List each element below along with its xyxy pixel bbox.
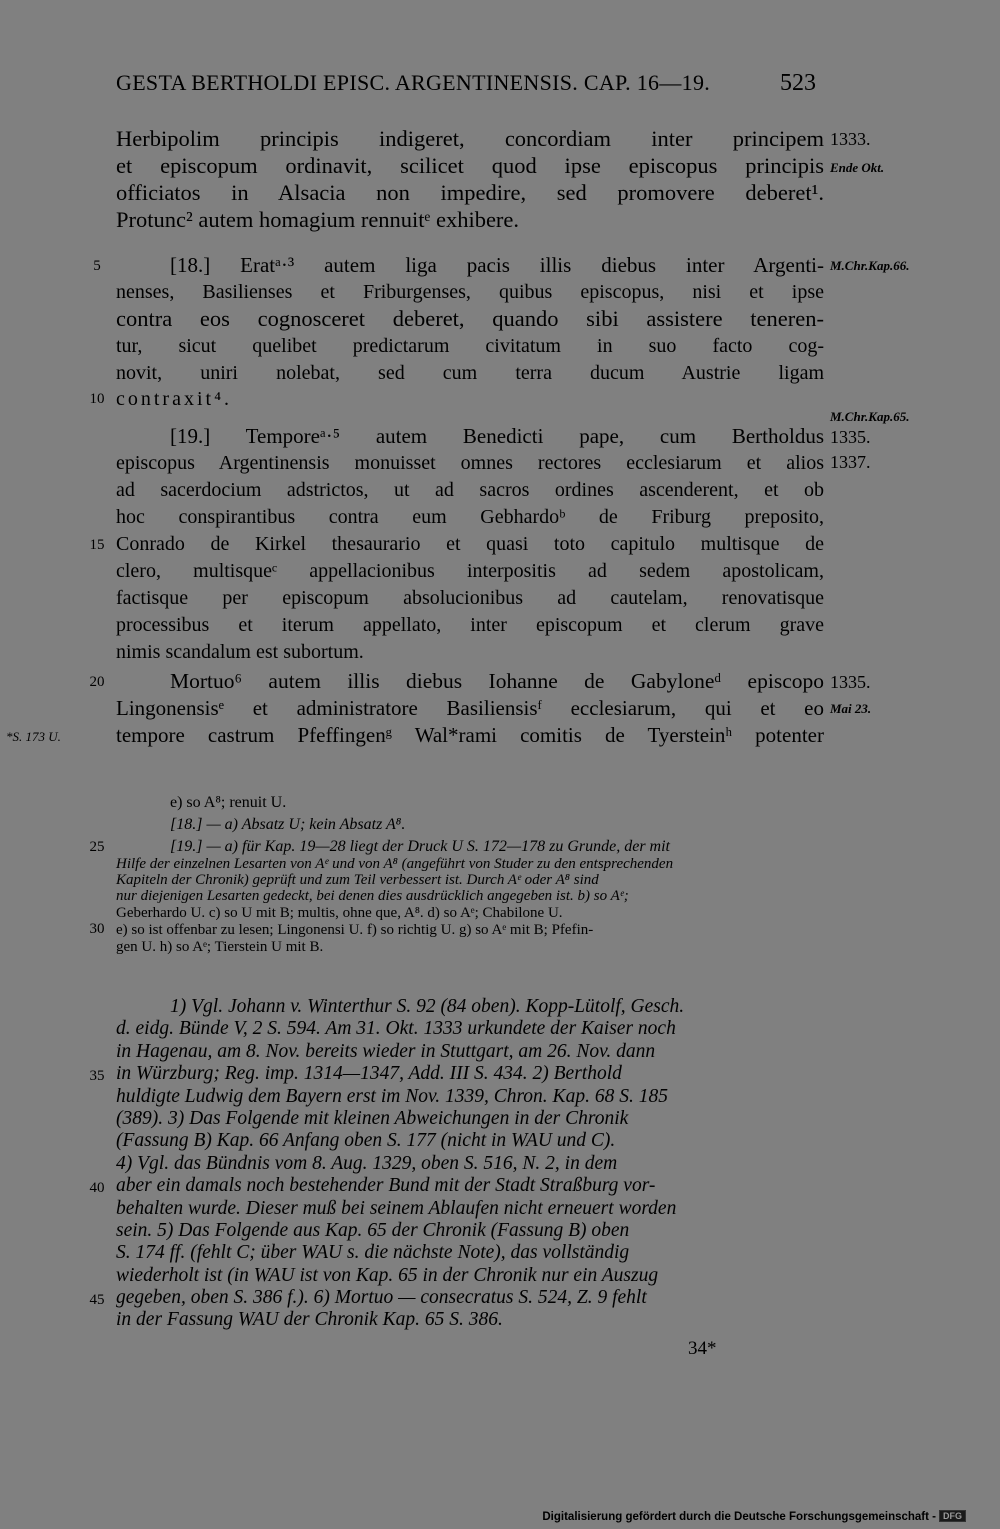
main-line-21: Lingonensisᵉ et administratore Basiliensisᶠ ecclesiarum, qui et eo (116, 696, 824, 720)
line-number-25: 25 (89, 839, 105, 855)
margin-year-1337: 1337. (830, 452, 871, 472)
apparatus-line-9: gen U. h) so Aᵉ; Tierstein U mit B. (116, 939, 324, 955)
main-line-3: officiatos in Alsacia non impedire, sed promovere deberet¹. (116, 180, 824, 205)
apparatus-line-4: Hilfe der einzelnen Lesarten von Aᵉ und von A⁸ (angeführt von Studer zu den entsprechenden (116, 856, 674, 872)
main-line-13: ad sacerdocium adstrictos, ut ad sacros ordines ascenderent, et ob (116, 479, 824, 501)
line-number-35: 35 (89, 1068, 105, 1084)
note-line-3: in Hagenau, am 8. Nov. bereits wieder in Stuttgart, am 26. Nov. dann (116, 1041, 656, 1062)
line-number-30: 30 (89, 921, 105, 937)
margin-year-1335-a: 1335. (830, 427, 871, 447)
margin-ref-kap66: M.Chr.Kap.66. (830, 258, 910, 273)
note-line-13: wiederholt ist (in WAU ist von Kap. 65 in der Chronik nur ein Auszug (116, 1265, 659, 1286)
line-number-10: 10 (89, 391, 105, 407)
main-line-1: Herbipolim principis indigeret, concordiam inter principem (116, 126, 824, 151)
main-line-22: tempore castrum Pfeffingenᵍ Wal*rami comitis de Tyersteinʰ potenter (116, 723, 824, 747)
main-line-14: hoc conspirantibus contra eum Gebhardoᵇ de Friburg preposito, (116, 506, 824, 528)
margin-year-1335-b: 1335. (830, 672, 871, 692)
page-number: 523 (780, 70, 816, 96)
margin-date-mai-23: Mai 23. (830, 701, 872, 716)
main-line-18: processibus et iterum appellato, inter episcopum et clerum grave (116, 614, 824, 636)
apparatus-line-6: nur diejenigen Lesarten gedeckt, bei denen dies ausdrücklich angegeben ist. b) so Aᵉ; (116, 888, 629, 904)
line-number-15: 15 (89, 537, 105, 553)
main-line-2: et episcopum ordinavit, scilicet quod ipse episcopus principis (116, 153, 824, 178)
main-line-4: Protunc² autem homagium rennuitᵉ exhibere. (116, 207, 520, 232)
main-line-6: nenses, Basilienses et Friburgenses, quibus episcopus, nisi et ipse (116, 281, 824, 303)
note-line-5: huldigte Ludwig dem Bayern erst im Nov. 1339, Chron. Kap. 68 S. 185 (116, 1086, 668, 1107)
digitization-footer (542, 1510, 966, 1523)
line-number-20: 20 (89, 674, 105, 690)
signature-mark: 34* (688, 1338, 717, 1359)
margin-year-1333: 1333. (830, 129, 871, 149)
line-number-45: 45 (89, 1292, 105, 1308)
main-line-8: tur, sicut quelibet predictarum civitatum in suo facto cog- (116, 335, 824, 357)
main-line-9: novit, uniri nolebat, sed cum terra ducum Austrie ligam (116, 362, 824, 384)
margin-ref-kap65: M.Chr.Kap.65. (830, 409, 910, 424)
apparatus-line-8: e) so ist offenbar zu lesen; Lingonensi U. f) so richtig U. g) so Aᵉ mit B; Pfefin- (116, 922, 594, 938)
note-line-12: S. 174 ff. (fehlt C; über WAU s. die nächste Note), das vollständig (116, 1242, 630, 1263)
note-line-8: 4) Vgl. das Bündnis vom 8. Aug. 1329, oben S. 516, N. 2, in dem (116, 1153, 618, 1174)
line-number-5: 5 (93, 258, 101, 274)
main-line-20: Mortuo⁶ autem illis diebus Iohanne de Gabyloneᵈ episcopo (170, 669, 824, 693)
note-line-14: gegeben, oben S. 386 f.). 6) Mortuo — consecratus S. 524, Z. 9 fehlt (116, 1287, 647, 1308)
margin-date-ende-okt: Ende Okt. (830, 160, 885, 175)
note-line-2: d. eidg. Bünde V, 2 S. 594. Am 31. Okt. 1333 urkundete der Kaiser noch (116, 1018, 676, 1039)
side-page-reference: *S. 173 U. (6, 729, 61, 744)
note-line-9: aber ein damals noch bestehender Bund mit der Stadt Straßburg vor- (116, 1175, 656, 1196)
main-line-5: [18.] Eratᵃ·³ autem liga pacis illis diebus inter Argenti- (170, 253, 824, 277)
line-number-40: 40 (89, 1180, 105, 1196)
note-line-4: in Würzburg; Reg. imp. 1314—1347, Add. III S. 434. 2) Berthold (116, 1063, 622, 1084)
main-line-16: clero, multisqueᶜ appellacionibus interpositis ad sedem apostolicam, (116, 560, 824, 582)
note-line-6: (389). 3) Das Folgende mit kleinen Abweichungen in der Chronik (116, 1108, 629, 1129)
main-line-10: contraxit⁴. (116, 388, 233, 410)
note-line-15: in der Fassung WAU der Chronik Kap. 65 S. 386. (116, 1309, 503, 1330)
apparatus-line-3: [19.] — a) für Kap. 19—28 liegt der Druck U S. 172—178 zu Grunde, der mit (170, 838, 670, 855)
main-line-7: contra eos cognosceret deberet, quando sibi assistere teneren- (116, 306, 824, 331)
note-line-1: 1) Vgl. Johann v. Winterthur S. 92 (84 oben). Kopp-Lütolf, Gesch. (170, 996, 685, 1017)
main-line-15: Conrado de Kirkel thesaurario et quasi toto capitulo multisque de (116, 533, 824, 555)
running-title: GESTA BERTHOLDI EPISC. ARGENTINENSIS. CAP. 16—19. (116, 70, 711, 95)
main-line-19: nimis scandalum est subortum. (116, 641, 364, 663)
note-line-11: sein. 5) Das Folgende aus Kap. 65 der Chronik (Fassung B) oben (116, 1220, 630, 1241)
apparatus-line-5: Kapiteln der Chronik) geprüft und zum Teil verbessert ist. Durch Aᵉ oder A⁸ sind (116, 872, 599, 888)
main-line-11: [19.] Temporeᵃ·⁵ autem Benedicti pape, cum Bertholdus (170, 424, 824, 448)
main-line-17: factisque per episcopum absolucionibus ad cautelam, renovatisque (116, 587, 824, 609)
note-line-7: (Fassung B) Kap. 66 Anfang oben S. 177 (nicht in WAU und C). (116, 1130, 616, 1151)
note-line-10: behalten wurde. Dieser muß bei seinem Ablaufen nicht erneuert worden (116, 1198, 677, 1219)
apparatus-line-1: e) so A⁸; renuit U. (170, 794, 287, 811)
apparatus-line-2: [18.] — a) Absatz U; kein Absatz A⁸. (170, 816, 406, 833)
apparatus-line-7: Geberhardo U. c) so U mit B; multis, ohne que, A⁸. d) so Aᵉ; Chabilone U. (116, 905, 563, 921)
dfg-logo: DFG (939, 1510, 966, 1522)
main-line-12: episcopus Argentinensis monuisset omnes rectores ecclesiarum et alios (116, 452, 824, 474)
footer-text: Digitalisierung gefördert durch die Deutsche Forschungsgemeinschaft - (542, 1511, 936, 1523)
